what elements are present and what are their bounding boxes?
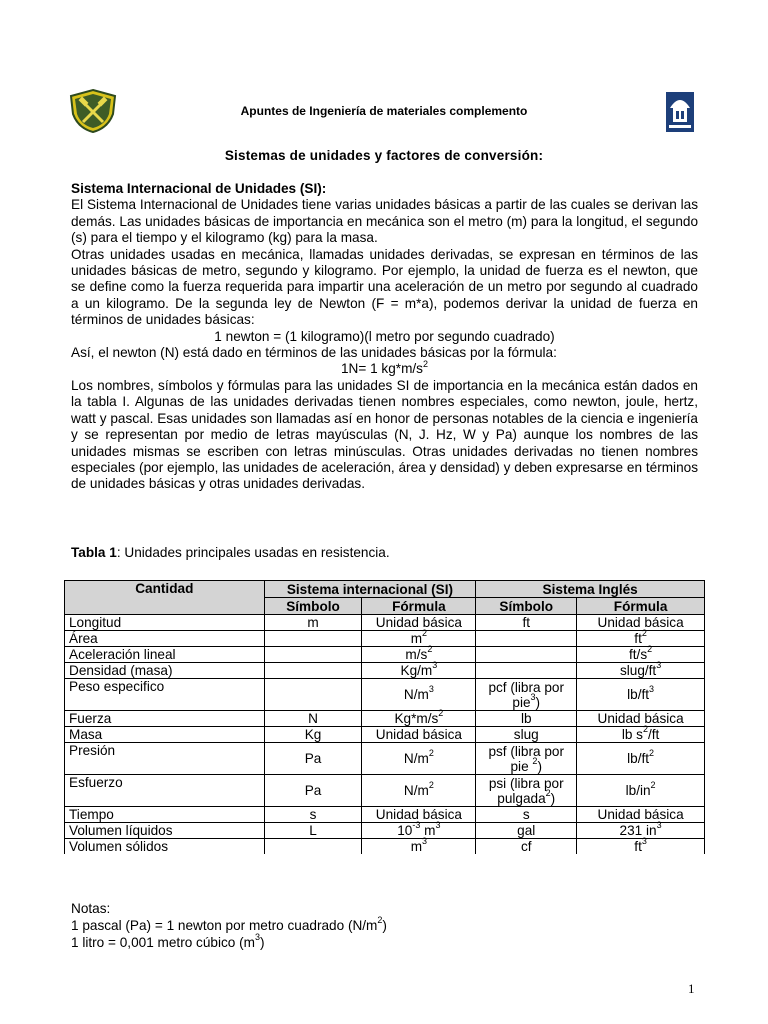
table-row [65, 631, 705, 647]
cell-si-symbol [264, 631, 362, 647]
section-heading: Sistema Internacional de Unidades (SI): [71, 181, 327, 196]
cell-quantity: Volumen sólidos [65, 839, 265, 855]
symbol-line-2: pie [510, 758, 533, 774]
equation-exponent: 2 [422, 358, 428, 369]
formula-exponent: 3 [656, 660, 662, 671]
table-row [65, 727, 705, 743]
formula-unit-exponent: 3 [435, 820, 441, 831]
table-row [65, 711, 705, 727]
header-title: Apuntes de Ingeniería de materiales complemento [240, 104, 528, 118]
formula-exponent: 2 [642, 724, 648, 735]
cell-si-formula [362, 743, 476, 775]
cell-si-formula [362, 708, 476, 727]
formula-exponent: 2 [650, 780, 656, 791]
equation-base: 1N= 1 kg*m/s [341, 361, 423, 377]
cell-si-symbol [264, 679, 362, 711]
symbol-close: ) [535, 694, 541, 710]
formula-base: lb/ft [627, 751, 650, 766]
cell-en-formula [577, 679, 705, 711]
cell-en-symbol [476, 679, 577, 711]
header-quantity: Cantidad [65, 581, 265, 615]
cell-en-formula [577, 775, 705, 807]
formula-base: 10 [397, 823, 413, 838]
paragraph-2: Otras unidades usadas en mecánica, llamadas unidades derivadas, se expresan en términos de las unidades básicas de metro, segundo y kilogramo. Por ejemplo, la unidad de fuerza es el newton, que se define como la fuerza requerida para impartir una aceleración de un metro por segundo al cuadrado a un kilogramo. De la segunda ley de Newton (F = m*a), podemos derivar la unidad de fuerza en términos de unidades básicas: [71, 246, 698, 328]
symbol-exponent: 3 [530, 691, 536, 702]
table-caption-label: Tabla 1 [71, 545, 117, 560]
header-si-symbol: Símbolo [264, 598, 362, 615]
header-en-formula: Fórmula [577, 598, 705, 615]
table-row [65, 839, 705, 855]
table-row [65, 679, 705, 711]
cell-si-formula [362, 836, 476, 855]
table-row [65, 743, 705, 775]
cell-en-symbol [476, 743, 577, 775]
formula-exponent: 3 [656, 820, 662, 831]
formula-base: m/s [405, 647, 428, 662]
units-table [64, 580, 705, 854]
symbol-close: ) [537, 758, 542, 774]
cell-si-symbol: N [264, 711, 362, 727]
cell-si-formula [362, 660, 476, 679]
cell-quantity: Presión [65, 743, 265, 775]
cell-quantity: Tiempo [65, 807, 265, 823]
cell-si-symbol: s [264, 807, 362, 823]
table-header-row [65, 581, 705, 598]
cell-quantity: Volumen líquidos [65, 823, 265, 839]
formula-base: lb/in [625, 783, 651, 798]
formula-exponent: 3 [641, 836, 647, 847]
cell-si-formula: Unidad básica [362, 727, 476, 743]
formula-exponent: 3 [649, 684, 655, 695]
note-litro-exponent: 3 [254, 932, 260, 943]
formula-exponent: 2 [428, 780, 434, 791]
cell-si-formula [362, 628, 476, 647]
cell-en-symbol: cf [476, 839, 577, 855]
note-pascal [71, 917, 387, 934]
cell-en-symbol: lb [476, 711, 577, 727]
cell-en-formula: Unidad básica [577, 807, 705, 823]
cell-si-symbol: Pa [264, 775, 362, 807]
table-row [65, 663, 705, 679]
note-litro-text: 1 litro = 0,001 metro cúbico (m [71, 935, 255, 950]
symbol-exponent: 2 [532, 755, 538, 766]
formula-base: lb s [621, 727, 643, 742]
symbol-line-1: psf (libra por [488, 743, 565, 759]
symbol-line-2: pie [512, 694, 531, 710]
note-pascal-exponent: 2 [377, 915, 383, 926]
formula-base: ft [634, 839, 642, 854]
body-text [71, 181, 698, 493]
cell-si-symbol: L [264, 823, 362, 839]
cell-en-formula [577, 743, 705, 775]
cell-quantity: Fuerza [65, 711, 265, 727]
formula-base: slug/ft [619, 663, 657, 678]
formula-base: 231 in [619, 823, 657, 838]
cell-en-formula [577, 644, 705, 663]
university-crest-icon [664, 88, 696, 134]
cell-si-symbol: Pa [264, 743, 362, 775]
formula-exponent: 2 [647, 644, 653, 655]
formula-base: N/m [403, 751, 429, 766]
formula-end: /ft [648, 727, 660, 742]
paragraph-1: El Sistema Internacional de Unidades tiene varias unidades básicas a partir de las cuales se derivan las demás. Las unidades básicas de importancia en mecánica son el metro (m) para la longitud, el segundo (s) para el tiempo y el kilogramo (kg) para la masa. [71, 197, 698, 246]
paragraph-4: Los nombres, símbolos y fórmulas para las unidades SI de importancia en la mecánica están dados en la tabla I. Algunas de las unidades derivadas tienen nombres especiales, como newton, joule, hertz, watt y pascal. Esas unidades son llamadas así en honor de personas notables de la ciencia e ingeniería y se representan por medio de letras mayúsculas (N, J. Hz, W y Pa) aunque los nombres de las unidades mismas se escriben con letras minúsculas. Otras unidades derivadas no tienen nombres especiales (por ejemplo, las unidades de aceleración, área y densidad) y deben expresarse en términos de unidades básicas y otras unidades derivadas. [71, 377, 698, 492]
cell-en-symbol: slug [476, 727, 577, 743]
table-row [65, 807, 705, 823]
cell-en-formula: Unidad básica [577, 615, 705, 631]
symbol-exponent: 2 [545, 787, 551, 798]
cell-quantity: Densidad (masa) [65, 663, 265, 679]
document-title: Sistemas de unidades y factores de conversión: [224, 148, 544, 163]
formula-base: N/m [403, 783, 429, 798]
formula-exponent: 2 [438, 708, 444, 719]
paragraph-3: Así, el newton (N) está dado en términos de las unidades básicas por la fórmula: [71, 345, 557, 361]
cell-en-formula [577, 724, 705, 743]
formula-exponent: 3 [432, 660, 438, 671]
cell-en-symbol [476, 663, 577, 679]
formula-exponent: 2 [427, 644, 433, 655]
notes-label: Notas: [71, 901, 111, 916]
symbol-line-2: pulgada [497, 790, 546, 806]
header-en-symbol: Símbolo [476, 598, 577, 615]
cell-en-symbol: gal [476, 823, 577, 839]
cell-en-formula [577, 628, 705, 647]
table-row [65, 823, 705, 839]
header-english: Sistema Inglés [476, 581, 705, 598]
formula-exponent: 2 [422, 628, 428, 639]
formula-base: ft/s [629, 647, 648, 662]
cell-en-formula [577, 820, 705, 839]
cell-si-formula [362, 644, 476, 663]
cell-en-formula: Unidad básica [577, 711, 705, 727]
cell-si-symbol: Kg [264, 727, 362, 743]
formula-base: Kg*m/s [394, 711, 439, 726]
note-pascal-close: ) [382, 918, 387, 933]
note-litro-close: ) [260, 935, 265, 950]
formula-exponent: 3 [428, 684, 434, 695]
symbol-close: ) [550, 790, 556, 806]
note-litro [71, 934, 387, 951]
table-caption [71, 545, 390, 560]
equation-newton: 1 newton = (1 kilogramo)(l metro por segundo cuadrado) [214, 328, 555, 344]
formula-base: m [410, 839, 423, 854]
cell-si-symbol [264, 663, 362, 679]
cell-quantity: Aceleración lineal [65, 647, 265, 663]
table-row [65, 775, 705, 807]
table-caption-text: : Unidades principales usadas en resistencia. [116, 545, 390, 560]
cell-si-symbol: m [264, 615, 362, 631]
note-pascal-text: 1 pascal (Pa) = 1 newton por metro cuadrado (N/m [71, 918, 378, 933]
cell-en-formula [577, 836, 705, 855]
cell-quantity: Esfuerzo [65, 775, 265, 807]
formula-exponent: 2 [428, 748, 434, 759]
cell-si-symbol [264, 839, 362, 855]
cell-en-symbol [476, 631, 577, 647]
table-row [65, 615, 705, 631]
formula-base: ft [634, 631, 642, 646]
cell-en-symbol: ft [476, 615, 577, 631]
cell-si-symbol [264, 647, 362, 663]
cell-en-symbol: s [476, 807, 577, 823]
cell-en-symbol [476, 775, 577, 807]
equation-newton-formula [71, 358, 698, 377]
symbol-line-1: pcf (libra por [488, 679, 565, 695]
symbol-line-1: psi (libra por [488, 775, 564, 791]
formula-base: Kg/m [400, 663, 433, 678]
formula-exponent: 2 [649, 748, 655, 759]
formula-base: N/m [403, 687, 429, 702]
cell-si-formula: Unidad básica [362, 615, 476, 631]
formula-exponent: -3 [412, 820, 421, 831]
header-si: Sistema internacional (SI) [264, 581, 476, 598]
cell-en-symbol [476, 647, 577, 663]
formula-base: m [410, 631, 423, 646]
cell-si-formula: Unidad básica [362, 807, 476, 823]
cell-quantity: Área [65, 631, 265, 647]
cell-si-formula [362, 679, 476, 711]
cell-si-formula [362, 820, 476, 839]
cell-si-formula [362, 775, 476, 807]
notes-block [71, 900, 387, 951]
formula-base: lb/ft [627, 687, 650, 702]
page-number: 1 [688, 981, 695, 996]
cell-quantity: Masa [65, 727, 265, 743]
formula-exponent: 3 [422, 836, 428, 847]
formula-unit: m [420, 823, 436, 838]
table-row [65, 647, 705, 663]
formula-exponent: 2 [641, 628, 647, 639]
cell-quantity: Longitud [65, 615, 265, 631]
header-si-formula: Fórmula [362, 598, 476, 615]
cell-quantity: Peso especifico [65, 679, 265, 711]
cell-en-formula [577, 660, 705, 679]
